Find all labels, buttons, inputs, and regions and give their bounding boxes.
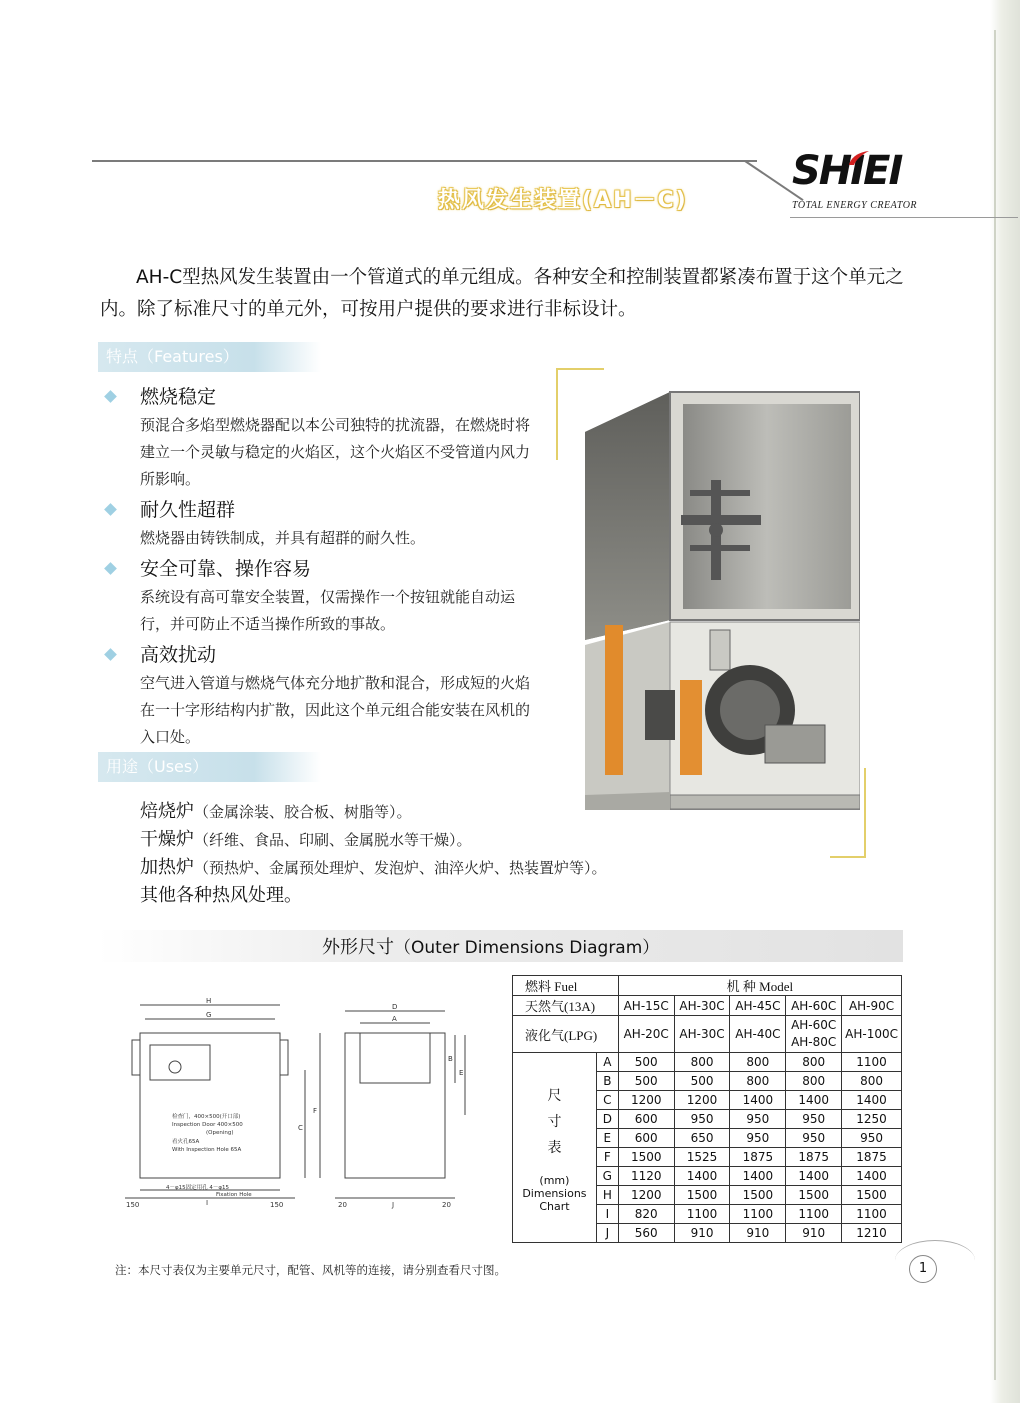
feature-item — [100, 642, 540, 751]
feature-body: 系统设有高可靠安全装置，仅需操作一个按钮就能自动运行，并可防止不适当操作所致的事故。 — [140, 588, 516, 633]
model-cell: AH-40C — [730, 1016, 786, 1053]
use-term: 干燥炉 — [140, 829, 194, 850]
row-key: E — [596, 1129, 618, 1148]
natural-gas-label: 天然气(13A) — [513, 996, 619, 1016]
logo-wordmark: SHIEI — [792, 148, 902, 194]
drawing-label-c: C — [298, 1124, 303, 1132]
fire-hole-label-en: With Inspection Hole 65A — [172, 1147, 242, 1153]
fire-hole-label: 看火孔65A — [172, 1139, 200, 1145]
use-desc: （金属涂装、胶合板、树脂等）。 — [194, 803, 412, 821]
value-cell: 950 — [730, 1110, 786, 1129]
use-item — [140, 882, 760, 910]
model-cell-top: AH-60C — [791, 1018, 837, 1032]
use-term: 其他各种热风处理。 — [140, 885, 302, 906]
diamond-bullet-icon — [104, 648, 117, 661]
uses-heading: 用途（Uses） — [98, 752, 321, 782]
drawing-label-e: E — [459, 1069, 464, 1077]
value-cell: 950 — [842, 1129, 902, 1148]
size-label-cn-2: 寸 — [547, 1113, 562, 1130]
use-item — [140, 854, 760, 882]
value-cell: 1400 — [786, 1167, 842, 1186]
feature-item — [100, 556, 540, 638]
value-cell: 910 — [730, 1224, 786, 1243]
features-list — [100, 384, 540, 755]
value-cell: 800 — [730, 1072, 786, 1091]
value-cell: 1100 — [674, 1205, 730, 1224]
page-fold-line — [994, 30, 996, 1380]
row-key: B — [596, 1072, 618, 1091]
model-header: 机 种 Model — [618, 976, 901, 996]
table-row — [513, 1016, 902, 1053]
drawing-dim-150-right: 150 — [270, 1201, 284, 1209]
dimensions-title-cn: 外形尺寸 — [322, 937, 394, 958]
drawing-label-g: G — [206, 1011, 212, 1019]
value-cell: 1875 — [730, 1148, 786, 1167]
page-number: 1 — [909, 1255, 937, 1283]
feature-title: 耐久性超群 — [140, 499, 236, 521]
value-cell: 650 — [674, 1129, 730, 1148]
fixation-hole-label: 4－φ15固定用孔 4－φ15 — [166, 1185, 230, 1191]
value-cell: 1210 — [842, 1224, 902, 1243]
row-key: F — [596, 1148, 618, 1167]
value-cell: 800 — [674, 1053, 730, 1072]
drawing-dim-20-left: 20 — [338, 1201, 347, 1209]
feature-title: 安全可靠、操作容易 — [140, 558, 312, 580]
value-cell: 1875 — [842, 1148, 902, 1167]
header-rule — [92, 160, 757, 162]
document-title: 热风发生装置(AH－C) — [438, 188, 688, 213]
logo-flame-icon — [845, 149, 871, 167]
value-cell: 1400 — [842, 1167, 902, 1186]
use-desc: （纤维、食品、印刷、金属脱水等干燥）。 — [194, 831, 472, 849]
features-heading: 特点（Features） — [98, 342, 321, 372]
value-cell: 1400 — [730, 1091, 786, 1110]
value-cell: 950 — [786, 1129, 842, 1148]
row-key: H — [596, 1186, 618, 1205]
value-cell: 500 — [618, 1072, 674, 1091]
value-cell: 1500 — [674, 1186, 730, 1205]
row-key: A — [596, 1053, 618, 1072]
feature-body: 燃烧器由铸铁制成，并具有超群的耐久性。 — [140, 529, 426, 547]
value-cell: 1250 — [842, 1110, 902, 1129]
lpg-label: 液化气(LPG) — [513, 1016, 619, 1053]
drawing-label-f: F — [313, 1107, 318, 1115]
model-cell: AH-30C — [674, 996, 730, 1016]
table-row — [513, 996, 902, 1016]
diamond-bullet-icon — [104, 562, 117, 575]
value-cell: 500 — [674, 1072, 730, 1091]
fuel-header: 燃料 Fuel — [513, 976, 619, 996]
drawing-label-a: A — [392, 1015, 397, 1023]
size-label-cn-1: 尺 — [547, 1087, 562, 1104]
value-cell: 1400 — [786, 1091, 842, 1110]
feature-item — [100, 384, 540, 493]
row-key: J — [596, 1224, 618, 1243]
use-item — [140, 826, 760, 854]
feature-body: 预混合多焰型燃烧器配以本公司独特的扰流器，在燃烧时将建立一个灵敏与稳定的火焰区，这个火焰区不受管道内风力所影响。 — [140, 416, 531, 488]
diamond-bullet-icon — [104, 503, 117, 516]
row-key: G — [596, 1167, 618, 1186]
drawing-label-d: D — [392, 1003, 398, 1011]
value-cell: 1100 — [842, 1053, 902, 1072]
use-item — [140, 798, 760, 826]
dimensions-note: 注：本尺寸表仅为主要单元尺寸，配管、风机等的连接，请分别查看尺寸图。 — [115, 1263, 506, 1277]
value-cell: 1100 — [786, 1205, 842, 1224]
uses-list — [140, 798, 760, 910]
feature-title: 高效扰动 — [140, 644, 217, 666]
value-cell: 1400 — [730, 1167, 786, 1186]
size-label-en-1: Dimensions — [522, 1186, 587, 1200]
value-cell: 1500 — [730, 1186, 786, 1205]
drawing-label-h: H — [206, 997, 212, 1005]
dimensions-title-en: （Outer Dimensions Diagram） — [394, 938, 660, 958]
value-cell: 500 — [618, 1053, 674, 1072]
value-cell: 1100 — [730, 1205, 786, 1224]
drawing-label-j: J — [392, 1201, 395, 1209]
dimensions-title — [322, 933, 659, 959]
inspection-door-label-en: Inspection Door 400×500 — [172, 1122, 243, 1128]
row-key: I — [596, 1205, 618, 1224]
outer-dimensions-drawing — [120, 995, 480, 1220]
drawing-label-i: I — [206, 1199, 209, 1207]
value-cell: 600 — [618, 1110, 674, 1129]
table-row — [513, 1053, 902, 1072]
logo-tagline: TOTAL ENERGY CREATOR — [792, 200, 918, 211]
use-desc: （预热炉、金属预处理炉、发泡炉、油淬火炉、热装置炉等）。 — [194, 859, 607, 877]
value-cell: 910 — [786, 1224, 842, 1243]
opening-label-en: (Opening) — [206, 1130, 234, 1136]
value-cell: 1200 — [674, 1091, 730, 1110]
value-cell: 1500 — [786, 1186, 842, 1205]
model-cell: AH-45C — [730, 996, 786, 1016]
row-key: C — [596, 1091, 618, 1110]
value-cell: 1200 — [618, 1091, 674, 1110]
feature-title: 燃烧稳定 — [140, 386, 217, 408]
model-cell-bottom: AH-80C — [791, 1035, 837, 1049]
model-cell: AH-60C — [786, 996, 842, 1016]
drawing-dim-150-left: 150 — [126, 1201, 140, 1209]
shiei-logo — [790, 148, 930, 218]
size-label-en-2: Chart — [539, 1199, 570, 1213]
value-cell: 1525 — [674, 1148, 730, 1167]
model-cell: AH-15C — [618, 996, 674, 1016]
size-label-unit: (mm) — [539, 1173, 570, 1187]
model-cell — [786, 1016, 842, 1053]
drawing-dim-20-right: 20 — [442, 1201, 451, 1209]
use-term: 焙烧炉 — [140, 801, 194, 822]
value-cell: 1400 — [842, 1091, 902, 1110]
value-cell: 800 — [842, 1072, 902, 1091]
table-row — [513, 976, 902, 996]
value-cell: 1500 — [842, 1186, 902, 1205]
value-cell: 1120 — [618, 1167, 674, 1186]
model-cell: AH-30C — [674, 1016, 730, 1053]
value-cell: 800 — [786, 1053, 842, 1072]
value-cell: 950 — [786, 1110, 842, 1129]
value-cell: 1400 — [674, 1167, 730, 1186]
value-cell: 560 — [618, 1224, 674, 1243]
intro-paragraph — [100, 262, 920, 326]
value-cell: 800 — [786, 1072, 842, 1091]
use-term: 加热炉 — [140, 857, 194, 878]
value-cell: 600 — [618, 1129, 674, 1148]
value-cell: 950 — [674, 1110, 730, 1129]
value-cell: 1500 — [618, 1148, 674, 1167]
intro-text: AH-C型热风发生装置由一个管道式的单元组成。各种安全和控制装置都紧凑布置于这个单元之内。除了标准尺寸的单元外，可按用户提供的要求进行非标设计。 — [100, 267, 904, 320]
value-cell: 800 — [730, 1053, 786, 1072]
value-cell: 910 — [674, 1224, 730, 1243]
model-cell: AH-90C — [842, 996, 902, 1016]
value-cell: 950 — [730, 1129, 786, 1148]
fixation-hole-label-en: Fixation Hole — [216, 1192, 252, 1198]
feature-item — [100, 497, 540, 552]
inspection-door-label: 检查门，400×500(开口部) — [172, 1114, 241, 1120]
dimensions-table — [512, 975, 902, 1243]
drawing-label-b: B — [448, 1055, 453, 1063]
diamond-bullet-icon — [104, 390, 117, 403]
value-cell: 820 — [618, 1205, 674, 1224]
model-cell: AH-100C — [842, 1016, 902, 1053]
value-cell: 1100 — [842, 1205, 902, 1224]
hot-air-generator-photo — [585, 390, 860, 810]
dimensions-chart-label — [513, 1053, 597, 1243]
value-cell: 1200 — [618, 1186, 674, 1205]
row-key: D — [596, 1110, 618, 1129]
feature-body: 空气进入管道与燃烧气体充分地扩散和混合，形成短的火焰在一十字形结构内扩散，因此这个单元组合能安装在风机的入口处。 — [140, 674, 531, 746]
value-cell: 1875 — [786, 1148, 842, 1167]
size-label-cn-3: 表 — [547, 1139, 562, 1156]
model-cell: AH-20C — [618, 1016, 674, 1053]
